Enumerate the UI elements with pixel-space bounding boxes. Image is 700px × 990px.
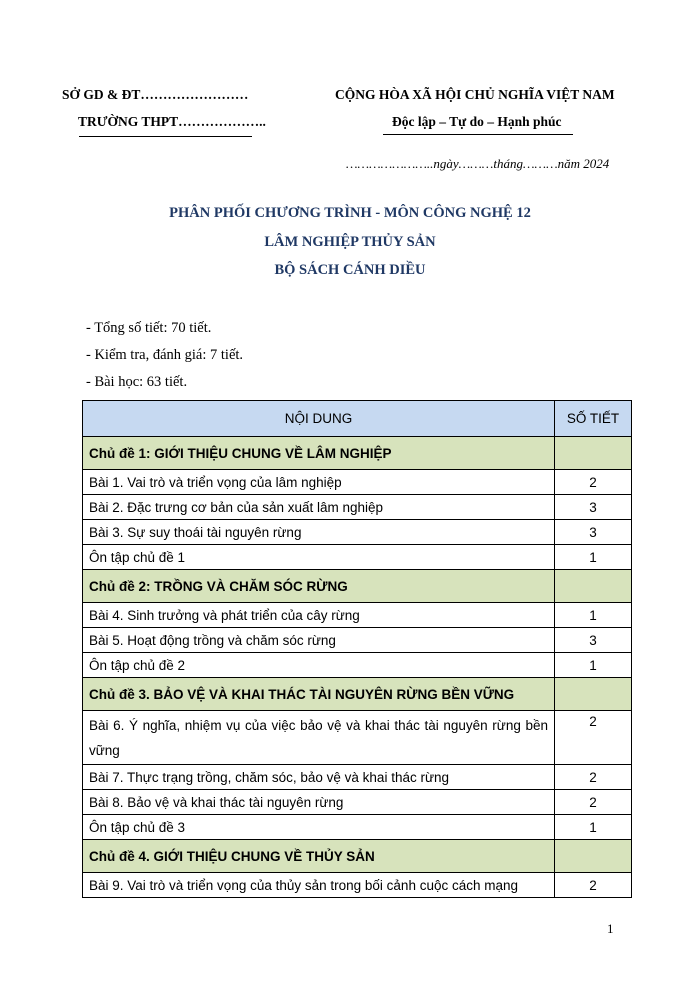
page-number: 1: [607, 921, 614, 936]
period-count: 1: [555, 653, 632, 678]
period-count: [555, 840, 632, 873]
lesson-title: Bài 6. Ý nghĩa, nhiệm vụ của việc bảo vệ và khai thác tài nguyên rừng bền vững: [83, 711, 555, 765]
table-row: [83, 495, 632, 520]
table-row: [83, 470, 632, 495]
period-count: 1: [555, 603, 632, 628]
header-content: NỘI DUNG: [83, 401, 555, 437]
period-count: [555, 570, 632, 603]
period-count: 1: [555, 815, 632, 840]
period-count: 3: [555, 628, 632, 653]
table-row: [83, 815, 632, 840]
table-row: [83, 873, 632, 898]
period-count: [555, 678, 632, 711]
period-count: 2: [555, 873, 632, 898]
topic-row: [83, 678, 632, 711]
document-title: PHÂN PHỐI CHƯƠNG TRÌNH - MÔN CÔNG NGHỆ 12: [169, 205, 531, 221]
motto-underline: [383, 134, 573, 135]
table-row: [83, 603, 632, 628]
lesson-title: Ôn tập chủ đề 2: [83, 653, 555, 678]
period-count: 2: [555, 790, 632, 815]
table-row: [83, 711, 632, 765]
table-header-row: [83, 401, 632, 437]
lesson-title: Ôn tập chủ đề 1: [83, 545, 555, 570]
document-subtitle: LÂM NGHIỆP THỦY SẢN: [264, 234, 436, 250]
topic-row: [83, 437, 632, 470]
summary-total: - Tổng số tiết: 70 tiết.: [86, 320, 212, 336]
lesson-title: Bài 7. Thực trạng trồng, chăm sóc, bảo vệ và khai thác rừng: [83, 765, 555, 790]
curriculum-table: [82, 400, 632, 898]
lesson-title: Bài 1. Vai trò và triển vọng của lâm nghiệp: [83, 470, 555, 495]
period-count: [555, 437, 632, 470]
topic-title: Chủ đề 4. GIỚI THIỆU CHUNG VỀ THỦY SẢN: [83, 840, 555, 873]
national-title: CỘNG HÒA XÃ HỘI CHỦ NGHĨA VIỆT NAM: [335, 87, 615, 102]
lesson-title: Bài 5. Hoạt động trồng và chăm sóc rừng: [83, 628, 555, 653]
school-label: TRƯỜNG THPT………………..: [78, 114, 266, 129]
table-row: [83, 765, 632, 790]
topic-title: Chủ đề 3. BẢO VỆ VÀ KHAI THÁC TÀI NGUYÊN RỪNG BỀN VỮNG: [83, 678, 555, 711]
department-label: SỞ GD & ĐT……………………: [62, 87, 249, 102]
topic-row: [83, 570, 632, 603]
period-count: 3: [555, 495, 632, 520]
period-count: 2: [555, 711, 632, 765]
lesson-title: Bài 3. Sự suy thoái tài nguyên rừng: [83, 520, 555, 545]
topic-title: Chủ đề 1: GIỚI THIỆU CHUNG VỀ LÂM NGHIỆP: [83, 437, 555, 470]
table-row: [83, 628, 632, 653]
table-row: [83, 790, 632, 815]
period-count: 1: [555, 545, 632, 570]
period-count: 2: [555, 470, 632, 495]
summary-lessons: - Bài học: 63 tiết.: [86, 374, 188, 390]
lesson-title: Bài 8. Bảo vệ và khai thác tài nguyên rừng: [83, 790, 555, 815]
table-row: [83, 653, 632, 678]
topic-title: Chủ đề 2: TRỒNG VÀ CHĂM SÓC RỪNG: [83, 570, 555, 603]
header-periods: SỐ TIẾT: [555, 401, 632, 437]
book-series: BỘ SÁCH CÁNH DIỀU: [274, 262, 426, 278]
lesson-title: Bài 9. Vai trò và triển vọng của thủy sản trong bối cảnh cuộc cách mạng: [83, 873, 555, 898]
period-count: 2: [555, 765, 632, 790]
lesson-title: Ôn tập chủ đề 3: [83, 815, 555, 840]
school-underline: [79, 136, 252, 137]
period-count: 3: [555, 520, 632, 545]
table-row: [83, 545, 632, 570]
lesson-title: Bài 4. Sinh trưởng và phát triển của cây rừng: [83, 603, 555, 628]
summary-assessment: - Kiểm tra, đánh giá: 7 tiết.: [86, 347, 244, 363]
national-motto: Độc lập – Tự do – Hạnh phúc: [392, 114, 562, 129]
date-line: …………………..ngày………tháng………năm 2024: [346, 156, 610, 171]
topic-row: [83, 840, 632, 873]
lesson-title: Bài 2. Đặc trưng cơ bản của sản xuất lâm nghiệp: [83, 495, 555, 520]
table-row: [83, 520, 632, 545]
